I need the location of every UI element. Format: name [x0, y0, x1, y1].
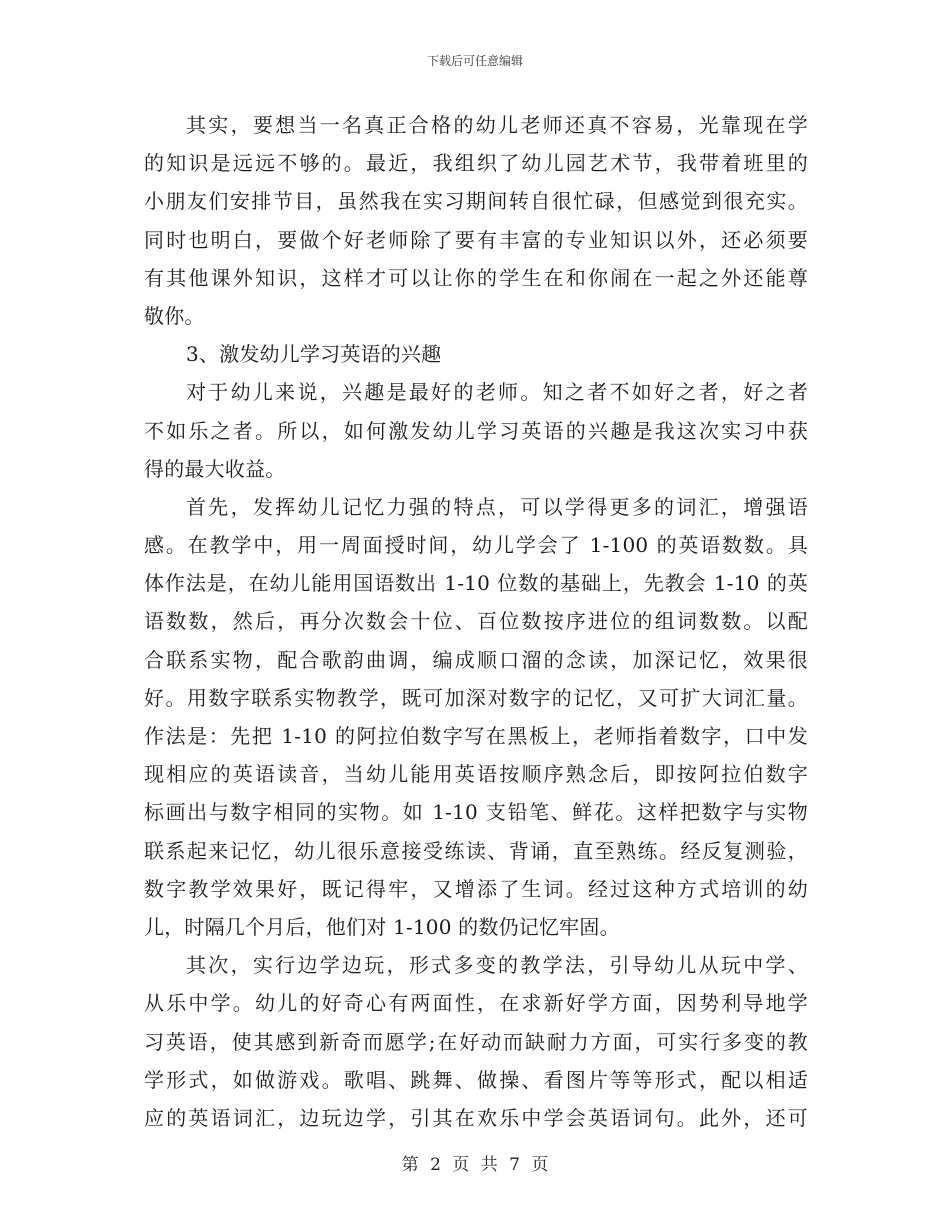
text-line: 现相应的英语读音，当幼儿能用英语按顺序熟念后，即按阿拉伯数字 — [144, 762, 808, 787]
text-line: 应的英语词汇，边玩边学，引其在欢乐中学会英语词句。此外，还可 — [144, 1105, 808, 1130]
page-footer: 第 2 页 共 7 页 — [401, 1155, 549, 1175]
text-line: 感。在教学中，用一周面授时间，幼儿学会了 1-100 的英语数数。具 — [144, 533, 808, 558]
text-line: 3、激发幼儿学习英语的兴趣 — [186, 342, 442, 367]
text-line: 语数数，然后，再分次数会十位、百位数按序进位的组词数数。以配 — [144, 609, 808, 634]
text-line: 合联系实物，配合歌韵曲调，编成顺口溜的念读，加深记忆，效果很 — [144, 647, 808, 672]
text-line: 首先，发挥幼儿记忆力强的特点，可以学得更多的词汇，增强语 — [186, 494, 808, 519]
text-line: 其次，实行边学边玩，形式多变的教学法，引导幼儿从玩中学、 — [186, 953, 808, 978]
text-line: 从乐中学。幼儿的好奇心有两面性，在求新好学方面，因势利导地学 — [144, 991, 808, 1016]
text-line: 体作法是，在幼儿能用国语数出 1-10 位数的基础上，先教会 1-10 的英 — [144, 571, 808, 596]
text-line: 数字教学效果好，既记得牢，又增添了生词。经过这种方式培训的幼 — [144, 876, 808, 901]
text-line: 学形式，如做游戏。歌唱、跳舞、做操、看图片等等形式，配以相适 — [144, 1067, 808, 1092]
text-line: 得的最大收益。 — [144, 456, 286, 481]
text-line: 有其他课外知识，这样才可以让你的学生在和你闹在一起之外还能尊 — [144, 265, 808, 290]
text-line: 不如乐之者。所以，如何激发幼儿学习英语的兴趣是我这次实习中获 — [144, 418, 808, 443]
text-line: 敬你。 — [144, 303, 205, 328]
document-body — [144, 106, 808, 1137]
text-line: 其实，要想当一名真正合格的幼儿老师还真不容易，光靠现在学 — [186, 113, 808, 137]
text-line: 小朋友们安排节目，虽然我在实习期间转自很忙碌，但感觉到很充实。 — [144, 189, 808, 214]
text-line: 好。用数字联系实物教学，既可加深对数字的记忆，又可扩大词汇量。 — [144, 685, 808, 710]
text-line: 儿，时隔几个月后，他们对 1-100 的数仍记忆牢固。 — [144, 914, 620, 939]
page-header: 下载后可任意编辑 — [426, 54, 523, 68]
text-line: 联系起来记忆，幼儿很乐意接受练读、背诵，直至熟练。经反复测验， — [144, 838, 808, 863]
text-line: 的知识是远远不够的。最近，我组织了幼儿园艺术节，我带着班里的 — [144, 151, 808, 176]
text-line: 习英语，使其感到新奇而愿学;在好动而缺耐力方面，可实行多变的教 — [144, 1029, 808, 1054]
text-line: 对于幼儿来说，兴趣是最好的老师。知之者不如好之者，好之者 — [186, 380, 808, 405]
text-line: 作法是：先把 1-10 的阿拉伯数字写在黑板上，老师指着数字，口中发 — [144, 724, 808, 748]
text-line: 同时也明白，要做个好老师除了要有丰富的专业知识以外，还必须要 — [144, 227, 808, 252]
text-line: 标画出与数字相同的实物。如 1-10 支铅笔、鲜花。这样把数字与实物 — [144, 800, 808, 825]
